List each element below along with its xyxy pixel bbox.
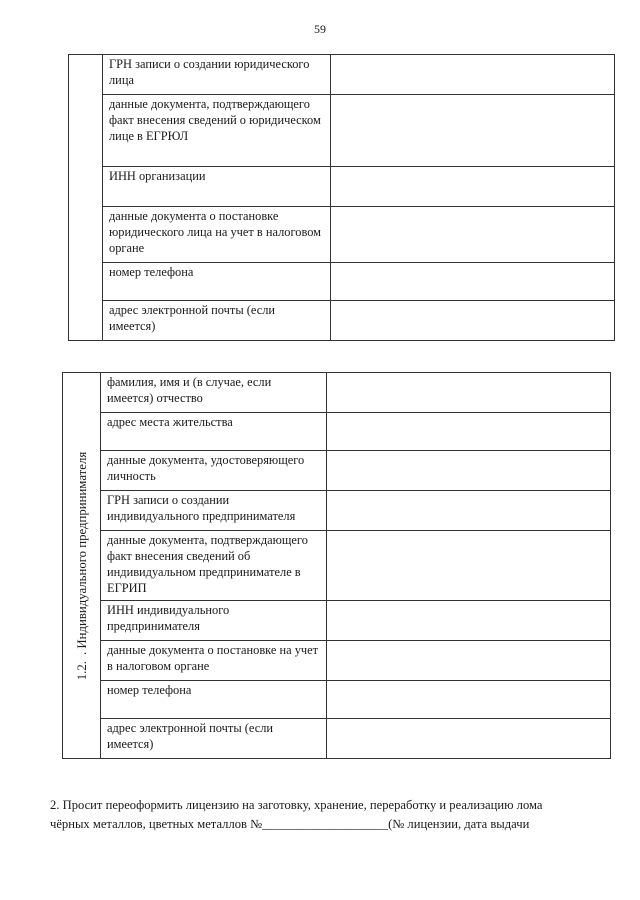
- value-cell[interactable]: [331, 55, 615, 95]
- section-title: . Индивидуального предпринимателя: [74, 451, 89, 655]
- value-cell[interactable]: [327, 719, 611, 759]
- value-cell[interactable]: [331, 167, 615, 207]
- page-number: 59: [314, 22, 326, 36]
- table-row: [63, 373, 611, 413]
- row-label: данные документа о постановке юридического лица на учет в налоговом органе: [103, 207, 331, 263]
- table-row: [69, 301, 615, 341]
- paragraph-line: 2. Просит переоформить лицензию на заготовку, хранение, переработку и реализацию лома: [50, 798, 543, 812]
- value-cell[interactable]: [331, 95, 615, 167]
- row-label: ИНН индивидуального предпринимателя: [101, 601, 327, 641]
- table-row: [69, 55, 615, 95]
- row-label: данные документа, подтверждающего факт внесения сведений об индивидуальном предпринимателе в ЕГРИП: [101, 531, 327, 601]
- individual-entrepreneur-table: [62, 372, 611, 759]
- row-label: данные документа, подтверждающего факт внесения сведений о юридическом лице в ЕГРЮЛ: [103, 95, 331, 167]
- row-label: номер телефона: [103, 263, 331, 301]
- table-row: [63, 531, 611, 601]
- value-cell[interactable]: [331, 207, 615, 263]
- value-cell[interactable]: [327, 681, 611, 719]
- value-cell[interactable]: [327, 531, 611, 601]
- table-row: [63, 641, 611, 681]
- value-cell[interactable]: [327, 601, 611, 641]
- value-cell[interactable]: [327, 373, 611, 413]
- license-request-paragraph: [50, 796, 610, 834]
- legal-entity-table: [68, 54, 615, 341]
- table-row: [69, 207, 615, 263]
- section-side-cell: [63, 373, 101, 759]
- value-cell[interactable]: [327, 641, 611, 681]
- row-label: адрес электронной почты (если имеется): [103, 301, 331, 341]
- table-row: [69, 95, 615, 167]
- row-label: ГРН записи о создании индивидуального предпринимателя: [101, 491, 327, 531]
- table-row: [69, 263, 615, 301]
- table-row: [63, 413, 611, 451]
- table-row: [63, 719, 611, 759]
- table-row: [63, 601, 611, 641]
- row-label: адрес места жительства: [101, 413, 327, 451]
- value-cell[interactable]: [331, 263, 615, 301]
- section-number: 1.2.: [74, 660, 89, 680]
- row-label: номер телефона: [101, 681, 327, 719]
- section-side-cell: [69, 55, 103, 341]
- section-vertical-title: [74, 451, 90, 679]
- paragraph-line: чёрных металлов, цветных металлов №____________________(№ лицензии, дата выдачи: [50, 817, 530, 831]
- table-row: [69, 167, 615, 207]
- value-cell[interactable]: [327, 413, 611, 451]
- table-row: [63, 491, 611, 531]
- table-row: [63, 451, 611, 491]
- row-label: ГРН записи о создании юридического лица: [103, 55, 331, 95]
- row-label: данные документа, удостоверяющего личность: [101, 451, 327, 491]
- table-row: [63, 681, 611, 719]
- value-cell[interactable]: [331, 301, 615, 341]
- value-cell[interactable]: [327, 451, 611, 491]
- row-label: данные документа о постановке на учет в налоговом органе: [101, 641, 327, 681]
- row-label: адрес электронной почты (если имеется): [101, 719, 327, 759]
- row-label: фамилия, имя и (в случае, если имеется) отчество: [101, 373, 327, 413]
- row-label: ИНН организации: [103, 167, 331, 207]
- value-cell[interactable]: [327, 491, 611, 531]
